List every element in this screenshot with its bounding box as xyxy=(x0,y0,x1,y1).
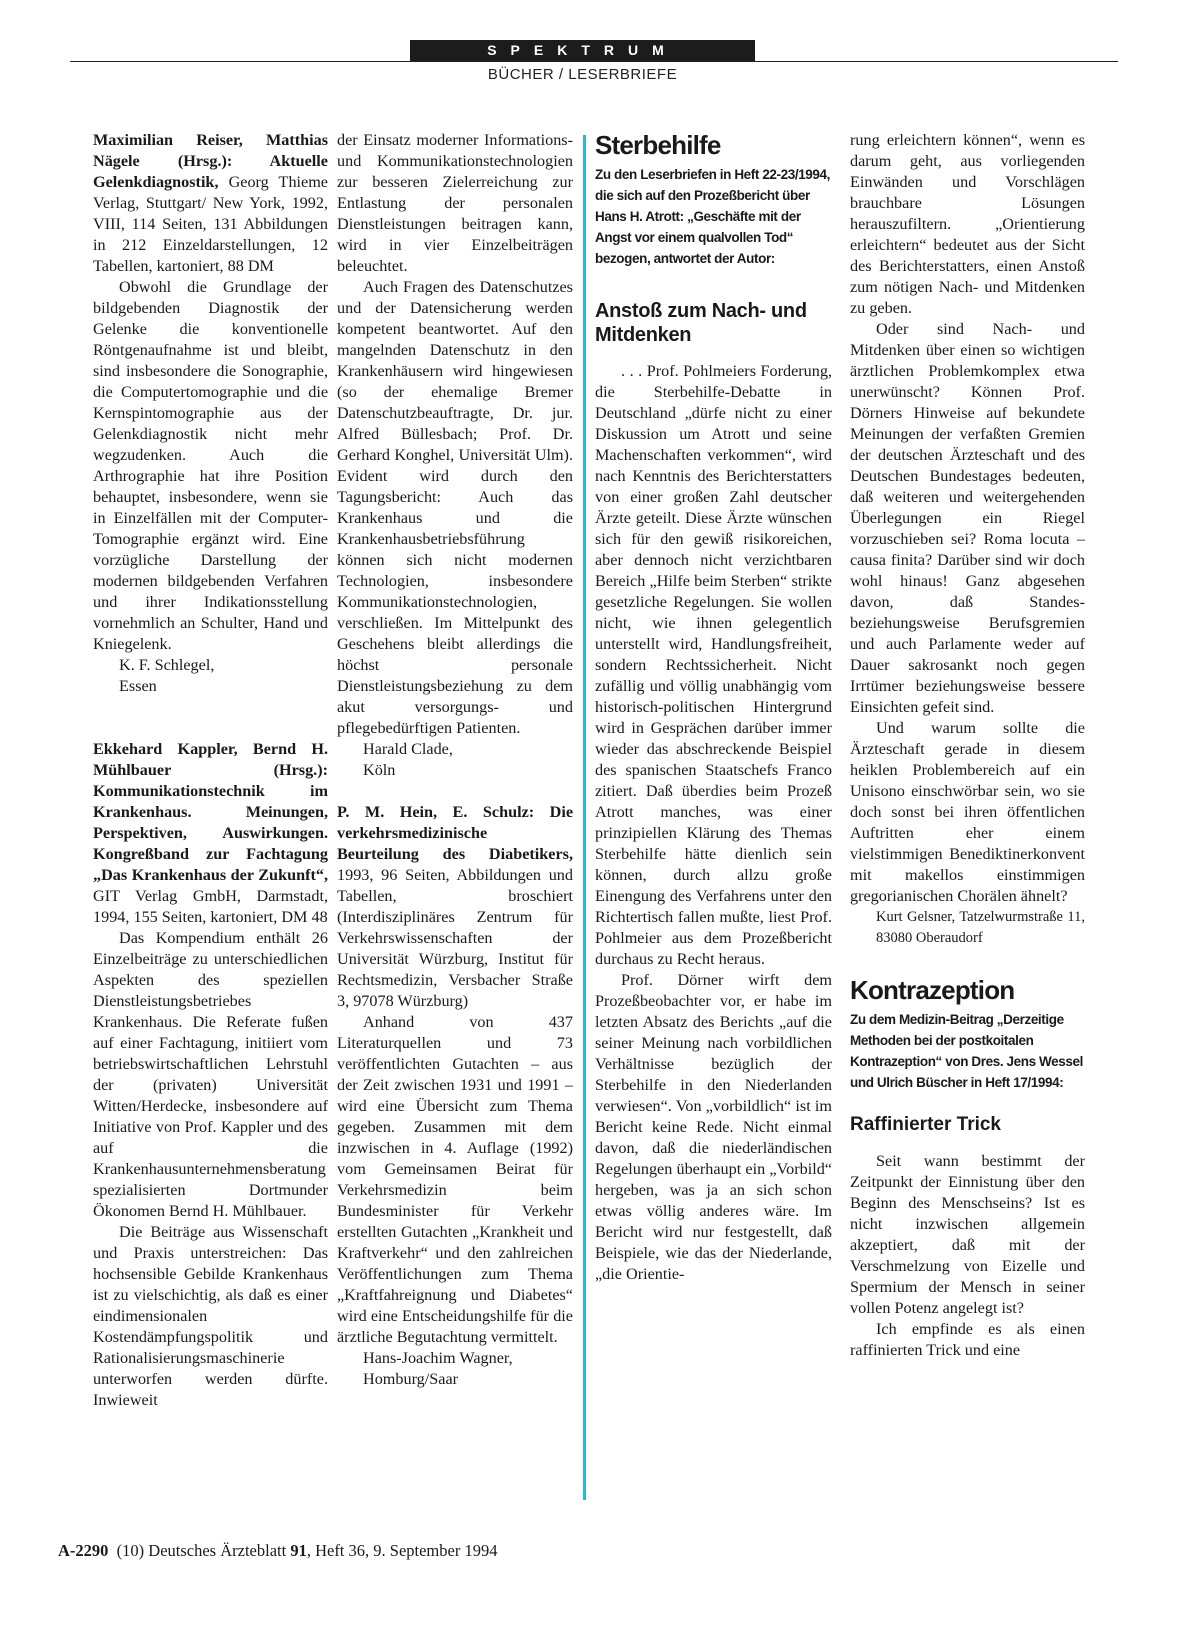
column-2 xyxy=(337,130,573,1390)
letter-paragraph-6: Ich empfinde es als einen raffinierten Trick und eine xyxy=(850,1320,1085,1359)
letter-continuation: rung erleichtern können“, wenn es darum geht, aus vorliegenden Einwänden und Vorschlägen brauchbare Lösungen herauszufiltern. „Orientierung erleichtern“ bedeutet aus der Sicht des Berichterstatters, einen Anstoß zum nötigen Nach- und Mitdenken zu geben. xyxy=(850,131,1085,317)
review1-citation: Maximilian Reiser, Matthias Nägele (Hrsg.): Aktuelle Gelenkdiagnostik, Georg Thieme Verlag, Stuttgart/ New York, 1992, VIII, 114 Seiten, 131 Abbildungen in 212 Einzeldarstellungen, 12 Tabellen, kartoniert, 88 DM xyxy=(93,131,328,275)
review2-continuation: der Einsatz moderner Informations- und Kommunikationstechnologien zur besseren Zielerreichung zur Entlastung der personalen Dienstleistungen beitragen kann, wird in vier Einzelbeiträgen beleuchtet. xyxy=(337,131,573,275)
review1-signature-name: K. F. Schlegel, xyxy=(119,656,215,674)
review3-text: Anhand von 437 Literaturquellen und 73 veröffentlichten Gutachten – aus der Zeit zwischen 1931 und 1991 – wird eine Übersicht zum Thema gegeben. Zusammen mit dem inzwischen in 4. Auflage (1992) vom Gemeinsamen Beirat für Verkehrsmedizin beim Bundesminister für Verkehr erstellten Gutachten „Krankheit und Kraftverkehr“ und den zahlreichen Veröffentlichungen zum Thema „Kraftfahreignung und Diabetes“ wird eine Entscheidungshilfe für die ärztliche Begutachtung vermittelt. xyxy=(337,1013,573,1346)
letter-subtitle-anstoss: Anstoß zum Nach- und Mitdenken xyxy=(595,300,807,346)
review3-citation: P. M. Hein, E. Schulz: Die verkehrsmedizinische Beurteilung des Diabetikers, 1993, 96 Seiten, Abbildungen und Tabellen, broschiert (Interdisziplinäres Zentrum für Verkehrswissenschaften der Universität Würzburg, Institut für Rechtsmedizin, Versbacher Straße 3, 97078 Würzburg) xyxy=(337,803,573,1010)
review3-signature-name: Hans-Joachim Wagner, xyxy=(363,1349,513,1367)
review2-signature-name: Harald Clade, xyxy=(363,740,453,758)
journal-volume: 91 xyxy=(290,1541,307,1560)
page-footer xyxy=(58,1541,497,1561)
review2-signature-city: Köln xyxy=(363,761,396,779)
review3-signature-city: Homburg/Saar xyxy=(363,1370,459,1388)
column-3 xyxy=(595,130,832,1285)
journal-issue: , Heft 36, 9. September 1994 xyxy=(306,1541,498,1560)
letter-paragraph-3: Oder sind Nach- und Mitdenken über einen so wichtigen ärztlichen Problemkomplex etwa unerwünscht? Können Prof. Dörners Hinweise auf bekundete Meinungen der verfaßten Gremien der deutschen Ärzteschaft und des Deutschen Bundestages bedeuten, daß weiteren und weitergehenden Überlegungen ein Riegel vorzuschieben sei? Roma locuta – causa finita? Darüber sind wir doch wohl hinaus! Ganz abgesehen davon, daß Standes- beziehungsweise Berufsgremien und auch Parlamente weder auf Dauer sakrosankt noch gegen Irrtümer beziehungsweise bessere Einsichten gefeit sind. xyxy=(850,320,1085,716)
page-number: A-2290 xyxy=(58,1541,109,1560)
letters-lead-kontrazeption: Zu dem Medizin-Beitrag „Derzeitige Methoden bei der postkoitalen Kontrazeption“ von Dres. Jens Wessel und Ulrich Büscher in Heft 17/1994: xyxy=(850,1012,1083,1090)
column-1 xyxy=(93,130,328,1411)
column-4 xyxy=(850,130,1085,1361)
letter-paragraph-5: Seit wann bestimmt der Zeitpunkt der Einnistung über den Beginn des Menschseins? Ist es nicht inzwischen allgemein akzeptiert, daß mit der Verschmelzung von Eizelle und Spermium der Mensch in seiner vollen Potenz angelegt ist? xyxy=(850,1152,1085,1317)
header-rule xyxy=(70,61,1118,62)
letter-paragraph-2: Prof. Dörner wirft dem Prozeßbeobachter vor, er habe im letzten Absatz des Berichts „auf die seiner Meinung nach vorbildlichen Verhältnisse bezüglich der Sterbehilfe in den Niederlanden verwiesen“. Von „vorbildlich“ ist im Bericht keine Rede. Nicht einmal davon, daß die niederländischen Regelungen überhaupt ein „Vorbild“ hergeben, was ja an sich schon etwas völlig anderes wäre. Im Bericht wird nur festgestellt, daß Beispiele, wie das der Niederlande, „die Orientie- xyxy=(595,971,832,1283)
section-label: BÜCHER / LESERBRIEFE xyxy=(487,66,678,83)
letter-subtitle-trick: Raffinierter Trick xyxy=(850,1114,1001,1135)
review2-paragraph-2: Die Beiträge aus Wissenschaft und Praxis unterstreichen: Das hochsensible Gebilde Krankenhaus ist zu vielschichtig, als daß es einer eindimensionalen Kostendämpfungspolitik und Rationalisierungsmaschinerie unterworfen werden dürfte. Inwieweit xyxy=(93,1223,328,1409)
journal-name: (10) Deutsches Ärzteblatt xyxy=(116,1541,287,1560)
letters-lead-sterbehilfe: Zu den Leserbriefen in Heft 22-23/1994, die sich auf den Prozeßbericht über Hans H. Atrott: „Geschäfte mit der Angst vor einem qualvollen Tod“ bezogen, antwortet der Autor: xyxy=(595,167,830,266)
letters-accent-line xyxy=(583,135,586,1500)
letters-title-kontrazeption: Kontrazeption xyxy=(850,975,1015,1005)
review1-text: Obwohl die Grundlage der bildgebenden Diagnostik der Gelenke die konventionelle Röntgenaufnahme ist und bleibt, sind insbesondere die Sonographie, die Computertomographie und die Kernspintomographie aus der Gelenkdiagnostik nicht mehr wegzudenken. Auch die Arthrographie hat ihre Position behauptet, insbesondere, wenn sie in Einzelfällen mit der Computer-Tomographie ergänzt wird. Eine vorzügliche Darstellung der modernen bildgebenden Verfahren und ihrer Indikationsstellung vornehmlich an Schulter, Hand und Kniegelenk. xyxy=(93,278,328,653)
letters-title-sterbehilfe: Sterbehilfe xyxy=(595,130,721,160)
review2-paragraph-3: Auch Fragen des Datenschutzes und der Datensicherung werden kompetent beantwortet. Auf den mangelnden Datenschutz in den Krankenhäusern wird hingewiesen (so der ehemalige Bremer Datenschutzbeauftragte, Dr. jur. Alfred Büllesbach; Prof. Dr. Gerhard Konghel, Universität Ulm). Evident wird durch den Tagungsbericht: Auch das Krankenhaus und die Krankenhausbetriebsführung können sich nicht modernen Technologien, insbesondere Kommunikationstechnologien, verschließen. Im Mittelpunkt des Geschehens bleibt allerdings die höchst personale Dienstleistungsbeziehung zu dem akut versorgungs- und pflegebedürftigen Patienten. xyxy=(337,278,573,737)
letter-signature: Kurt Gelsner, Tatzelwurmstraße 11, 83080 Oberaudorf xyxy=(876,909,1085,946)
spektrum-banner: SPEKTRUM xyxy=(410,40,755,61)
letter-paragraph-4: Und warum sollte die Ärzteschaft gerade in diesem heiklen Problembereich auf ein Unisono einschwörbar sein, wo sie doch sonst bei ihren öffentlichen Auftritten eher einem vielstimmigen Benediktinerkonvent mit makellos einstimmigen gregorianischen Chorälen ähnelt? xyxy=(850,719,1085,905)
review2-paragraph-1: Das Kompendium enthält 26 Einzelbeiträge zu unterschiedlichen Aspekten des speziellen Dienstleistungsbetriebes Krankenhaus. Die Referate fußen auf einer Fachtagung, initiiert vom betriebswirtschaftlichen Lehrstuhl der (privaten) Universität Witten/Herdecke, insbesondere auf Initiative von Prof. Kappler und des auf die Krankenhausunternehmensberatung spezialisierten Dortmunder Ökonomen Bernd H. Mühlbauer. xyxy=(93,929,328,1220)
review2-citation: Ekkehard Kappler, Bernd H. Mühlbauer (Hrsg.): Kommunikationstechnik im Krankenhaus. Meinungen, Perspektiven, Auswirkungen. Kongreßband zur Fachtagung „Das Krankenhaus der Zukunft“, GIT Verlag GmbH, Darmstadt, 1994, 155 Seiten, kartoniert, DM 48 xyxy=(93,740,328,926)
review1-signature-city: Essen xyxy=(119,677,157,695)
letter-paragraph-1: . . . Prof. Pohlmeiers Forderung, die Sterbehilfe-Debatte in Deutschland „dürfe nicht zu einer Diskussion um Atrott und seine Machenschaften verkommen“, wird nach Kenntnis des Berichterstatters von einer großen Zahl deutscher Ärzte geteilt. Diese Ärzte wünschen sich für den gewiß risikoreichen, aber dennoch nicht verzichtbaren Bereich „Hilfe beim Sterben“ strikte gesetzliche Regelungen. Sie wollen nicht, wie ihnen gelegentlich unterstellt wird, Handlungsfreiheit, sondern Rechtssicherheit. Nicht zufällig und völlig unabhängig vom historisch-politischen Hintergrund wird in Gesprächen darüber immer wieder das abschreckende Beispiel des spanischen Staatschefs Franco zitiert. Daß überdies beim Prozeß Atrott manches, was einer prinzipiellen Klärung des Themas Sterbehilfe hätte dienlich sein können, durch allzu große Einengung des Verfahrens unter den Richtertisch fallen mußte, liest Prof. Pohlmeier aus dem Prozeßbericht durchaus zu Recht heraus. xyxy=(595,362,832,968)
